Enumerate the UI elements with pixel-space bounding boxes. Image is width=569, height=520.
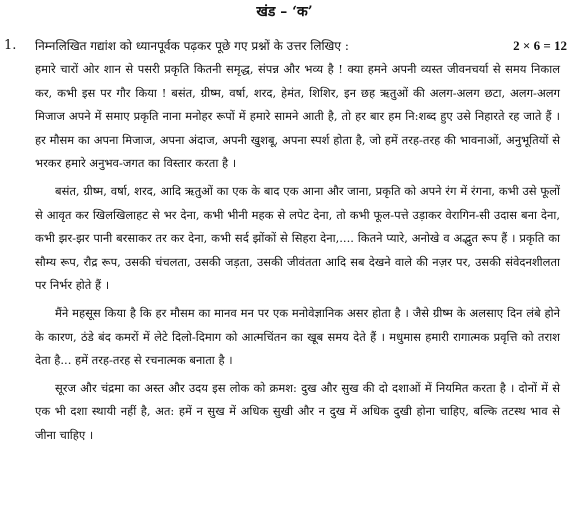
passage-paragraph-3: मैंने महसूस किया है कि हर मौसम का मानव मन पर एक मनोवेज्ञानिक असर होता है । जैसे ग्रीष्म के अलसाए दिन लंबे होने के कारण, ठंडे बंद कमरों में लेटे दिलो-दिमाग को आत्मचिंतन का खूब समय देते हैं । मधुमास हमारी रागात्मक प्रवृत्ति को तराश देता है... हमें तरह-तरह से रचनात्मक बनाता है । <box>35 305 560 368</box>
question-instruction: निम्नलिखित गद्यांश को ध्यानपूर्वक पढ़कर पूछे गए प्रश्नों के उत्तर लिखिए : <box>35 39 349 53</box>
passage-paragraph-1: हमारे चारों ओर शान से पसरी प्रकृति कितनी समृद्ध, संपन्न और भव्य है ! क्या हमने अपनी व्यस्त जीवनचर्या से समय निकाल कर, कभी इस पर गौर किया ! बसंत, ग्रीष्म, वर्षा, शरद, हेमंत, शिशिर, इन छह ऋतुओं की अलग-अलग छटा, अलग-अलग मिजाज अपने में समाए प्रकृति नाना मनोहर रूपों में हमारे सामने आती है, तो हर बार हम नि:शब्द हुए उसे निहारते रह जाते हैं । हर मौसम का अपना मिजाज, अपना अंदाज, अपनी खुशबू, अपना स्पर्श होता है, जो हमें तरह-तरह की भावनाओं, अनुभूतियों से भरकर हमारे अनुभव-जगत का विस्तार करता है । <box>35 62 560 171</box>
passage-paragraph-2: बसंत, ग्रीष्म, वर्षा, शरद, आदि ऋतुओं का एक के बाद एक आना और जाना, प्रकृति को अपने रंग में रंगना, कभी उसे फूलों से आवृत कर खिलखिलाहट से भर देना, कभी भीनी महक से लपेट देना, तो कभी फूल-पत्ते उड़ाकर वेरागिन-सी उदास बना देना, कभी झर-झर पानी बरसाकर तर कर देना, कभी सर्द झोंकों से सिहरा देना,.... कितने प्यारे, अनोखे व अद्भुत रूप हैं । प्रकृति का सौम्य रूप, रौद्र रूप, उसकी चंचलता, उसकी जड़ता, उसकी जीवंतता आदि सब देखने वाले की नज़र पर, उसकी संवेदनशीलता पर निर्भर होते हैं । <box>35 183 560 293</box>
section-heading: खंड – ‘क’ <box>256 4 313 20</box>
passage <box>35 58 560 452</box>
question-marks: 2 × 6 = 12 <box>513 38 567 53</box>
question-number: 1. <box>4 38 17 53</box>
passage-paragraph-4: सूरज और चंद्रमा का अस्त और उदय इस लोक को क्रमश: दुख और सुख की दो दशाओं में नियमित करता है । दोनों में से एक भी दशा स्थायी नहीं है, अत: हमें न सुख में अधिक सुखी और न दुख में अधिक दुखी होना चाहिए, बल्कि तटस्थ भाव से जीना चाहिए । <box>35 380 560 442</box>
question-header <box>0 36 569 58</box>
